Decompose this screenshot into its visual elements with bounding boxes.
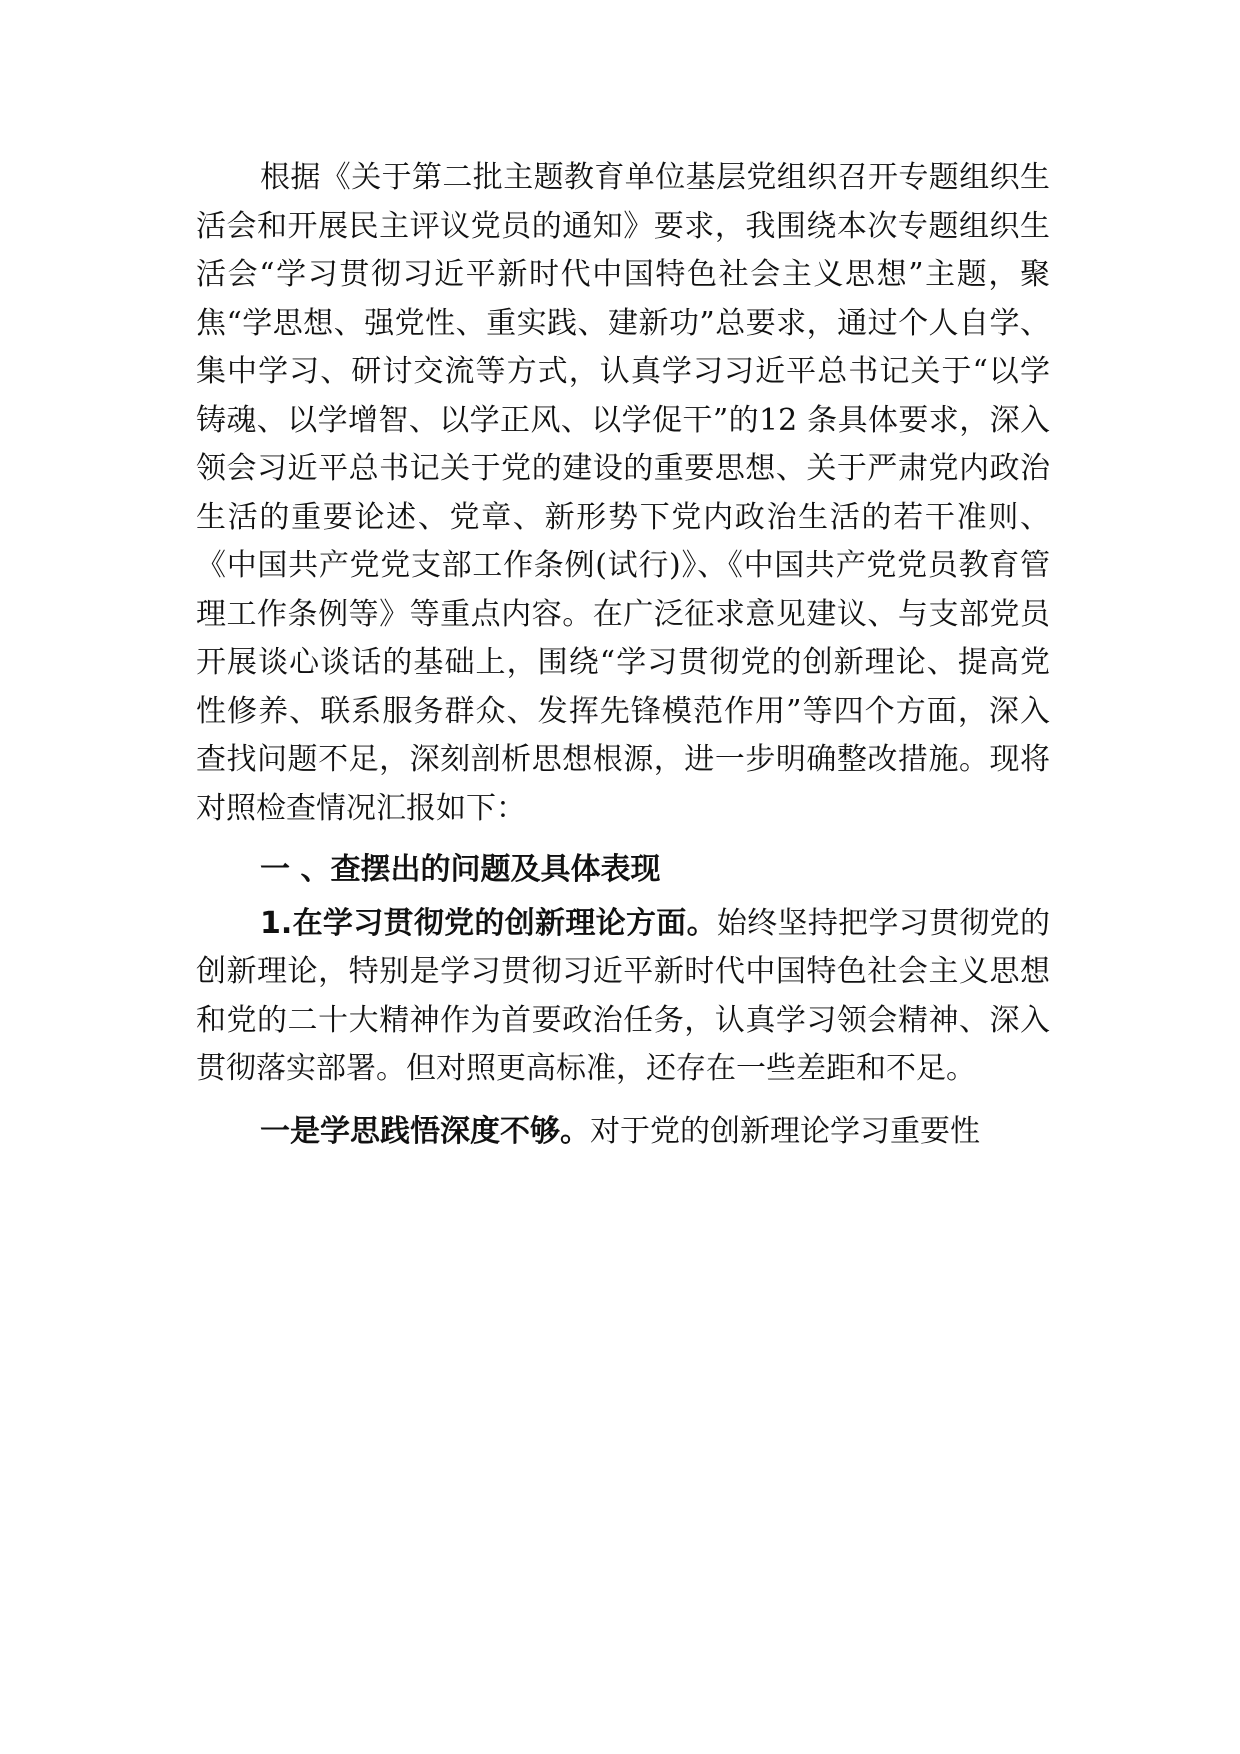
subpoint-1-lead: 一是学思践悟深度不够。 xyxy=(260,1113,590,1149)
point-1-paragraph xyxy=(196,900,1050,1094)
point-1-lead: 1.在学习贯彻党的创新理论方面。 xyxy=(260,905,717,941)
document-body xyxy=(196,154,1050,1156)
subpoint-1-body: 对于党的创新理论学习重要性 xyxy=(590,1113,980,1149)
point-1-body: 始终坚持把学习贯彻党的创新理论，特别是学习贯彻习近平新时代中国特色社会主义思想和党的二十大精神作为首要政治任务，认真学习领会精神、深入贯彻落实部署。但对照更高标准，还存在一些差距和不足。 xyxy=(196,905,1050,1086)
section-heading: 一 、查摆出的问题及具体表现 xyxy=(260,852,661,887)
intro-paragraph: 根据《关于第二批主题教育单位基层党组织召开专题组织生活会和开展民主评议党员的通知》要求，我围绕本次专题组织生活会“学习贯彻习近平新时代中国特色社会主义思想”主题，聚焦“学思想、强党性、重实践、建新功”总要求，通过个人自学、集中学习、研讨交流等方式，认真学习习近平总书记关于“以学铸魂、以学增智、以学正风、以学促干”的12 条具体要求，深入领会习近平总书记关于党的建设的重要思想、关于严肃党内政治生活的重要论述、党章、新形势下党内政治生活的若干准则、《中国共产党党支部工作条例(试行)》、《中国共产党党员教育管理工作条例等》等重点内容。在广泛征求意见建议、与支部党员开展谈心谈话的基础上，围绕“学习贯彻党的创新理论、提高党性修养、联系服务群众、发挥先锋模范作用”等四个方面，深入查找问题不足，深刻剖析思想根源，进一步明确整改措施。现将对照检查情况汇报如下： xyxy=(196,160,1050,826)
subpoint-1-paragraph xyxy=(196,1108,1050,1157)
